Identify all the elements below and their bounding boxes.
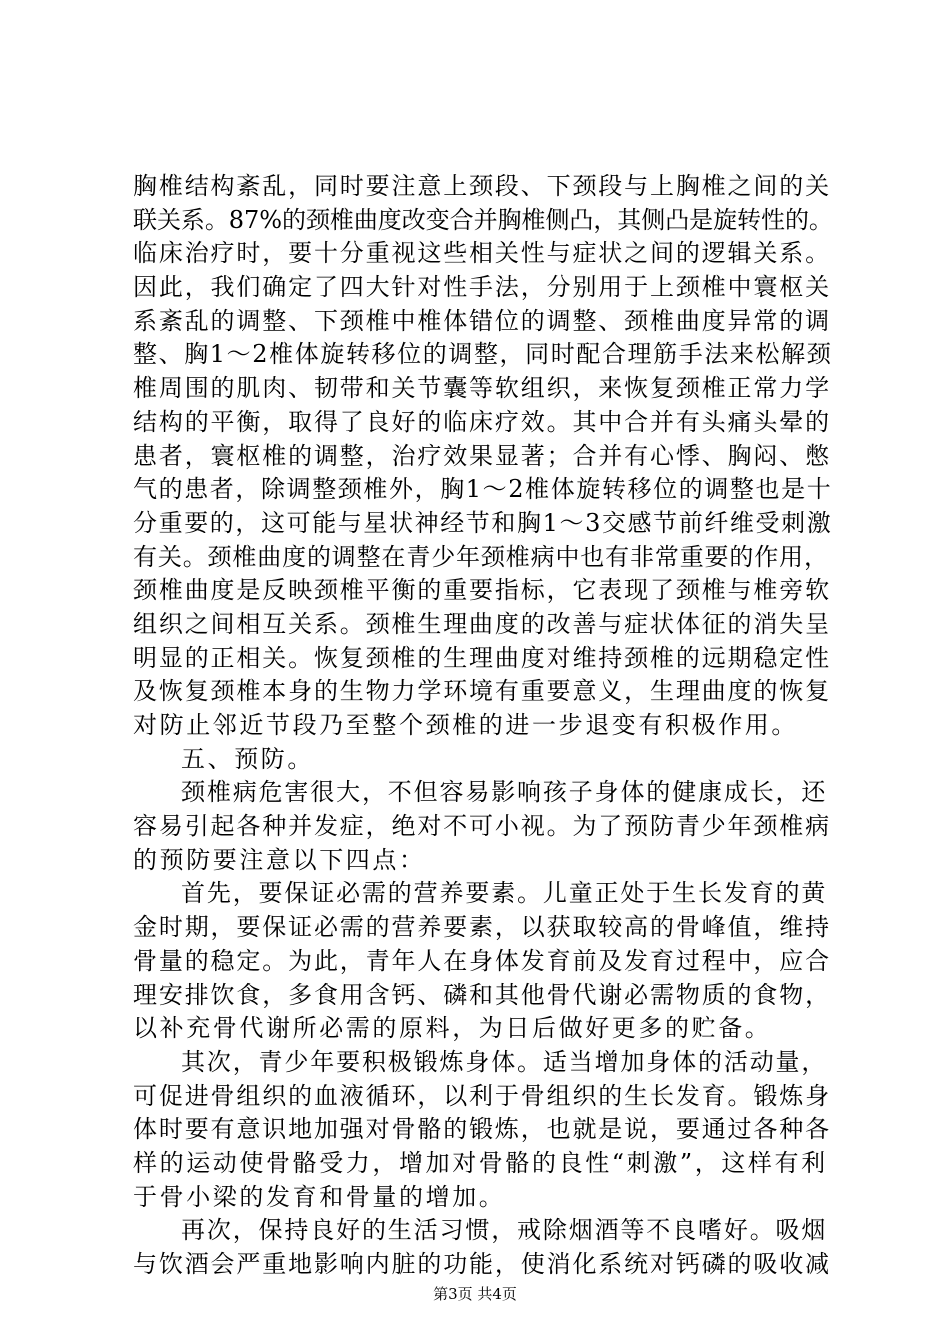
text-line: 明显的正相关。恢复颈椎的生理曲度对维持颈椎的远期稳定性 [133,643,831,672]
section-heading: 五、预防。 [181,744,314,773]
text-line: 患者，寰枢椎的调整，治疗效果显著；合并有心悸、胸闷、憋 [133,441,831,470]
text-line: 颈椎曲度是反映颈椎平衡的重要指标，它表现了颈椎与椎旁软 [133,576,831,605]
text-line: 首先，要保证必需的营养要素。儿童正处于生长发育的黄 [181,879,828,908]
text-line: 其次，青少年要积极锻炼身体。适当增加身体的活动量， [181,1047,828,1076]
text-line: 因此，我们确定了四大针对性手法，分别用于上颈椎中寰枢关 [133,273,831,302]
text-line: 以补充骨代谢所必需的原料，为日后做好更多的贮备。 [133,1014,772,1043]
text-line: 对防止邻近节段乃至整个颈椎的进一步退变有积极作用。 [133,711,798,739]
text-line: 有关。颈椎曲度的调整在青少年颈椎病中也有非常重要的作用， [133,542,829,571]
text-line: 理安排饮食，多食用含钙、磷和其他骨代谢必需物质的食物， [133,980,831,1009]
text-line: 骨量的稳定。为此，青年人在身体发育前及发育过程中，应合 [133,946,831,975]
text-line: 于骨小梁的发育和骨量的增加。 [133,1182,506,1211]
page-number-footer: 第3页 共4页 [433,1285,517,1303]
text-line: 颈椎病危害很大，不但容易影响孩子身体的健康成长，还 [181,778,828,807]
text-line: 与饮酒会严重地影响内脏的功能，使消化系统对钙磷的吸收减 [133,1250,831,1278]
text-line: 及恢复颈椎本身的生物力学环境有重要意义，生理曲度的恢复 [133,677,831,706]
text-line: 容易引起各种并发症，绝对不可小视。为了预防青少年颈椎病 [133,812,831,841]
text-line: 胸椎结构紊乱，同时要注意上颈段、下颈段与上胸椎之间的关 [133,172,831,200]
text-line: 样的运动使骨骼受力，增加对骨骼的良性“刺激”，这样有利 [133,1148,828,1177]
text-line: 临床治疗时，要十分重视这些相关性与症状之间的逻辑关系。 [133,239,831,268]
text-line: 组织之间相互关系。颈椎生理曲度的改善与症状体征的消失呈 [133,609,831,638]
text-line: 的预防要注意以下四点： [133,845,426,874]
text-line: 金时期，要保证必需的营养要素，以获取较高的骨峰值，维持 [133,913,831,942]
text-line: 再次，保持良好的生活习惯，戒除烟酒等不良嗜好。吸烟 [181,1216,828,1245]
text-line: 结构的平衡，取得了良好的临床疗效。其中合并有头痛头晕的 [133,407,831,436]
text-line: 体时要有意识地加强对骨骼的锻炼，也就是说，要通过各种各 [133,1115,831,1144]
body-text [133,170,833,1282]
text-line: 整、胸1～2椎体旋转移位的调整，同时配合理筋手法来松解颈 [133,340,833,369]
text-line: 椎周围的肌肉、韧带和关节囊等软组织，来恢复颈椎正常力学 [133,374,831,403]
text-line: 可促进骨组织的血液循环，以利于骨组织的生长发育。锻炼身 [133,1081,831,1110]
text-line: 系紊乱的调整、下颈椎中椎体错位的调整、颈椎曲度异常的调 [133,306,831,335]
text-line: 分重要的，这可能与星状神经节和胸1～3交感节前纤维受刺激 [133,508,833,537]
text-line: 联关系。87%的颈椎曲度改变合并胸椎侧凸，其侧凸是旋转性的。 [133,205,833,234]
text-line: 气的患者，除调整颈椎外，胸1～2椎体旋转移位的调整也是十 [133,475,833,504]
